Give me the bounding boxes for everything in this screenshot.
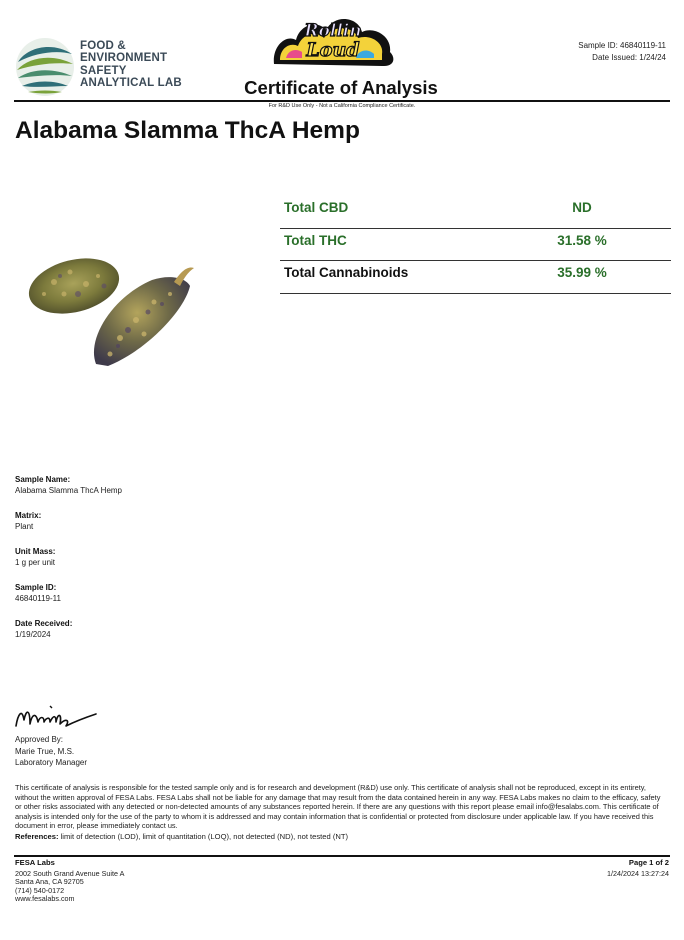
lab-name <box>80 40 200 89</box>
field-label: Sample ID: <box>15 583 57 592</box>
references-label: References: <box>15 832 59 841</box>
summary-row-total-cbd <box>280 196 671 229</box>
field-label: Matrix: <box>15 511 42 520</box>
potency-summary-table <box>280 196 671 294</box>
approver-title: Laboratory Manager <box>15 758 88 767</box>
footer-address-line: Santa Ana, CA 92705 <box>15 877 84 887</box>
approver-name: Marie True, M.S. <box>15 746 75 756</box>
field-date-received <box>15 618 315 641</box>
header-divider <box>14 100 670 102</box>
rd-use-note: For R&D Use Only - Not a California Compliance Certificate. <box>268 103 416 109</box>
field-unit-mass <box>15 546 315 569</box>
summary-row-total-cannabinoids <box>280 261 671 294</box>
summary-value: 35.99 % <box>557 265 607 280</box>
lab-logo-emblem <box>14 36 76 98</box>
lab-name-line: ENVIRONMENT <box>80 52 168 65</box>
header-meta <box>578 40 666 64</box>
approved-by-label: Approved By: <box>15 735 64 744</box>
summary-label: Total THC <box>284 232 347 248</box>
field-value: 1/19/2024 <box>15 630 51 639</box>
lab-name-line: ANALYTICAL LAB <box>80 76 182 89</box>
signature <box>14 700 98 734</box>
field-label: Unit Mass: <box>15 547 56 556</box>
summary-label: Total CBD <box>284 200 349 215</box>
footer-timestamp: 1/24/2024 13:27:24 <box>607 868 669 878</box>
footer-website: www.fesalabs.com <box>15 894 75 904</box>
field-sample-id <box>15 582 315 605</box>
field-value: 1 g per unit <box>15 558 56 567</box>
field-label: Sample Name: <box>15 475 71 484</box>
header-date-issued: Date Issued: 1/24/24 <box>592 53 666 62</box>
field-value: Alabama Slamma ThcA Hemp <box>15 486 123 495</box>
certificate-title: Certificate of Analysis <box>244 77 438 98</box>
footer-phone: (714) 540-0172 <box>15 885 65 895</box>
brand-logo-word-2: Loud <box>306 39 360 61</box>
header-sample-id: Sample ID: 46840119-11 <box>578 41 666 50</box>
references <box>15 832 667 841</box>
footer-address <box>15 859 124 904</box>
field-matrix <box>15 510 315 533</box>
summary-value: ND <box>572 200 592 215</box>
field-value: Plant <box>15 522 34 531</box>
approval-block <box>15 734 87 769</box>
sample-info <box>15 474 315 654</box>
footer-divider <box>14 855 670 857</box>
summary-row-total-thc <box>280 229 671 262</box>
field-sample-name <box>15 474 315 497</box>
product-title: Alabama Slamma ThcA Hemp <box>15 117 360 144</box>
rollin-loud-logo <box>266 6 400 70</box>
page-number: Page 1 of 2 <box>628 858 669 867</box>
product-photo <box>24 242 198 378</box>
references-text: limit of detection (LOD), limit of quantitation (LOQ), not detected (ND), not tested (NT) <box>60 832 349 841</box>
brand-logo-word-1: Rollin <box>304 21 362 41</box>
disclaimer-text: This certificate of analysis is responsible for the tested sample only and is for research and development (R&D) use only. This certificate of analysis shall not be reproduced, except in its entirety, without the written approval of FESA Labs. FESA Labs shall not be liable for any damage that may result from the data contained herein in any way. FESA Labs makes no claim to the efficacy, safety or other risks associated with any detected or non-detected amounts of any substances reported herein. If there are any questions with this report please email info@fesalabs.com. This certificate of analysis is intended only for the use of the party to whom it is addressed and may contain information that is confidential or protected from disclosure under applicable law. If you have received this document in error, please immediately contact us. <box>15 783 661 831</box>
field-label: Date Received: <box>15 619 73 628</box>
field-value: 46840119-11 <box>15 594 61 603</box>
lab-name-line: SAFETY <box>80 64 127 77</box>
summary-label: Total Cannabinoids <box>284 265 409 280</box>
lab-name-line: FOOD & <box>80 40 126 52</box>
footer-page-info <box>607 859 669 878</box>
footer-address-line: 2002 South Grand Avenue Suite A <box>15 868 125 878</box>
footer-company: FESA Labs <box>15 858 55 867</box>
summary-value: 31.58 % <box>557 232 607 248</box>
